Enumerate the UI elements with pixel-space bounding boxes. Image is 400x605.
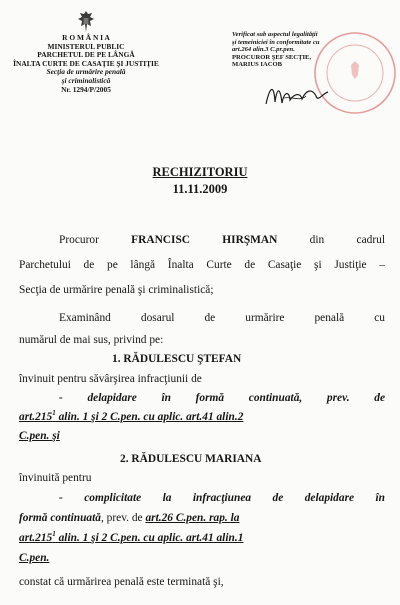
chief-prosecutor-title: PROCUROR ŞEF SECŢIE, bbox=[232, 53, 312, 61]
defendant-2-legal-basis: formă continuată, prev. de art.26 C.pen. rap. la bbox=[19, 512, 240, 524]
section-line-2: şi criminalistică bbox=[61, 75, 111, 85]
signature bbox=[262, 76, 332, 114]
chief-prosecutor-name: MARIUS IACOB bbox=[232, 61, 283, 68]
coat-of-arms-icon bbox=[77, 10, 95, 34]
body-line: numărul de mai sus, privind pe: bbox=[19, 334, 164, 346]
verification-line-2: şi temeiniciei în conformitate cu bbox=[232, 38, 320, 46]
document-date: 11.11.2009 bbox=[172, 182, 228, 196]
ministry-name: MINISTERUL PUBLIC bbox=[47, 41, 125, 51]
defendant-2-legal-basis-cont: art.215$^1$ alin. 1 şi 2 C.pen. cu aplic. art.41 alin.1 bbox=[19, 530, 244, 544]
country-name: R O M Â N I A bbox=[62, 33, 110, 42]
verification-line-3: art.264 alin.3 C.pr.pen. bbox=[232, 46, 295, 53]
document-title: RECHIZITORIU bbox=[152, 165, 248, 179]
closing-line: constat că urmărirea penală este terminată şi, bbox=[19, 576, 224, 588]
defendant-1-name: 1. RĂDULESCU ŞTEFAN bbox=[112, 353, 242, 365]
defendant-2-charge-intro: învinuită pentru bbox=[19, 472, 92, 484]
body-line: Procuror FRANCISC HIRŞMAN din cadrul bbox=[59, 234, 385, 246]
defendant-1-legal-basis-end: C.pen. şi bbox=[19, 430, 60, 442]
defendant-2-name: 2. RĂDULESCU MARIANA bbox=[120, 453, 262, 465]
defendant-1-charge-intro: învinuit pentru săvârşirea infracţiunii de bbox=[19, 373, 202, 385]
body-line: Parchetului de pe lângă Înalta Curte de Casaţie şi Justiţie – bbox=[19, 259, 385, 271]
defendant-2-offence: - complicitate la infracţiunea de delapidare în bbox=[59, 492, 385, 504]
defendant-2-legal-basis-end: C.pen. bbox=[19, 552, 50, 564]
court-name: ÎNALTA CURTE DE CASAŢIE ŞI JUSTIŢIE bbox=[13, 58, 159, 68]
defendant-1-offence: - delapidare în formă continuată, prev. de bbox=[59, 392, 385, 404]
section-line-1: Secţia de urmărire penală bbox=[46, 67, 126, 77]
verification-line-1: Verificat sub aspectul legalităţii bbox=[232, 31, 318, 38]
institution-header bbox=[6, 10, 166, 94]
body-line: Examinând dosarul de urmărire penală cu bbox=[59, 312, 385, 324]
office-name: PARCHETUL DE PE LÂNGĂ bbox=[37, 50, 135, 60]
file-number: Nr. 1294/P/2005 bbox=[61, 84, 111, 94]
body-line: Secţia de urmărire penală şi criminalistică; bbox=[19, 284, 214, 296]
defendant-1-legal-basis: art.215$^1$ alin. 1 şi 2 C.pen. cu aplic. art.41 alin.2 bbox=[19, 409, 244, 423]
